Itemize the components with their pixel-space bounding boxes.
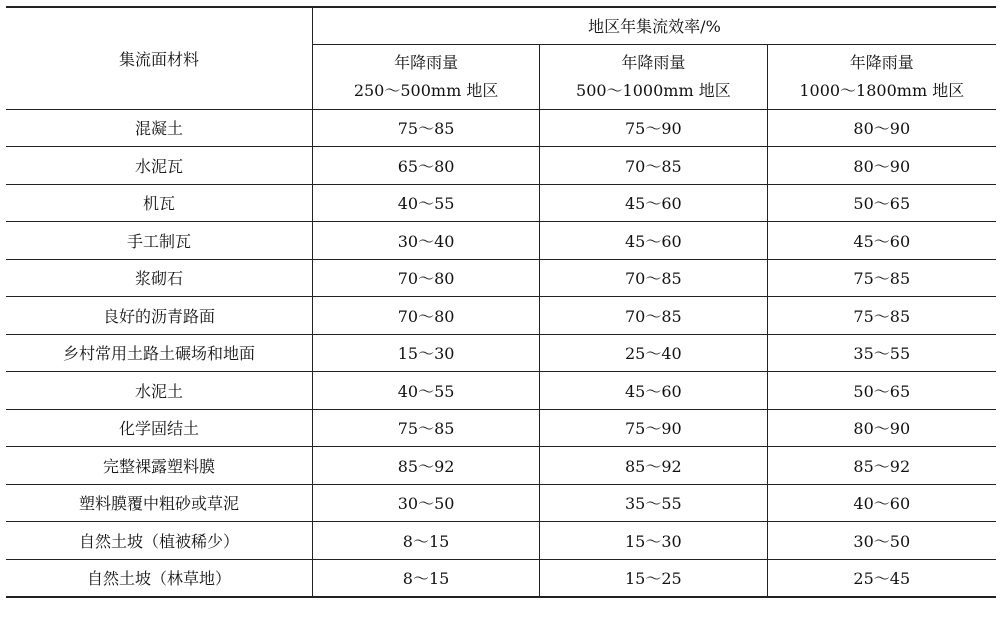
efficiency-cell: 15～25 xyxy=(540,559,767,597)
efficiency-cell: 75～90 xyxy=(540,109,767,147)
table-row xyxy=(6,484,996,522)
efficiency-cell: 40～60 xyxy=(767,484,996,522)
material-cell: 混凝土 xyxy=(6,109,312,147)
header-group-efficiency: 地区年集流效率/% xyxy=(312,7,996,44)
table-row xyxy=(6,297,996,335)
efficiency-cell: 15～30 xyxy=(540,522,767,560)
material-cell: 手工制瓦 xyxy=(6,222,312,260)
efficiency-cell: 70～80 xyxy=(312,259,539,297)
header-row-1 xyxy=(6,7,996,44)
efficiency-cell: 85～92 xyxy=(767,447,996,485)
efficiency-cell: 45～60 xyxy=(540,222,767,260)
table-row xyxy=(6,334,996,372)
material-cell: 乡村常用土路土碾场和地面 xyxy=(6,334,312,372)
table-body xyxy=(6,109,996,597)
efficiency-cell: 75～85 xyxy=(767,259,996,297)
efficiency-cell: 35～55 xyxy=(767,334,996,372)
header-col-3-line2: 1000～1800mm 地区 xyxy=(799,80,965,100)
efficiency-cell: 45～60 xyxy=(540,372,767,410)
material-cell: 水泥瓦 xyxy=(6,147,312,185)
efficiency-cell: 30～40 xyxy=(312,222,539,260)
efficiency-cell: 75～90 xyxy=(540,409,767,447)
efficiency-cell: 8～15 xyxy=(312,522,539,560)
efficiency-cell: 85～92 xyxy=(540,447,767,485)
efficiency-cell: 70～85 xyxy=(540,259,767,297)
efficiency-cell: 80～90 xyxy=(767,147,996,185)
efficiency-cell: 70～85 xyxy=(540,297,767,335)
table-row xyxy=(6,559,996,597)
header-col-2-line2: 500～1000mm 地区 xyxy=(576,80,731,100)
table-row xyxy=(6,109,996,147)
efficiency-cell: 45～60 xyxy=(767,222,996,260)
efficiency-cell: 70～80 xyxy=(312,297,539,335)
efficiency-cell: 65～80 xyxy=(312,147,539,185)
efficiency-cell: 35～55 xyxy=(540,484,767,522)
efficiency-cell: 30～50 xyxy=(767,522,996,560)
table-row xyxy=(6,372,996,410)
table-row xyxy=(6,259,996,297)
efficiency-cell: 70～85 xyxy=(540,147,767,185)
efficiency-cell: 40～55 xyxy=(312,184,539,222)
efficiency-cell: 75～85 xyxy=(312,409,539,447)
table-row xyxy=(6,184,996,222)
efficiency-cell: 75～85 xyxy=(312,109,539,147)
header-col-1 xyxy=(312,44,539,109)
material-cell: 完整裸露塑料膜 xyxy=(6,447,312,485)
material-cell: 机瓦 xyxy=(6,184,312,222)
efficiency-cell: 80～90 xyxy=(767,409,996,447)
header-col-1-line1: 年降雨量 xyxy=(394,52,459,72)
table-row xyxy=(6,147,996,185)
header-col-2 xyxy=(540,44,767,109)
material-cell: 良好的沥青路面 xyxy=(6,297,312,335)
efficiency-cell: 25～45 xyxy=(767,559,996,597)
table-row xyxy=(6,222,996,260)
efficiency-cell: 80～90 xyxy=(767,109,996,147)
material-cell: 塑料膜覆中粗砂或草泥 xyxy=(6,484,312,522)
material-cell: 化学固结土 xyxy=(6,409,312,447)
table-row xyxy=(6,447,996,485)
header-col-2-line1: 年降雨量 xyxy=(621,52,686,72)
table-header xyxy=(6,7,996,109)
efficiency-cell: 50～65 xyxy=(767,184,996,222)
material-cell: 自然土坡（植被稀少） xyxy=(6,522,312,560)
efficiency-cell: 75～85 xyxy=(767,297,996,335)
header-col-3-line1: 年降雨量 xyxy=(849,52,914,72)
efficiency-cell: 85～92 xyxy=(312,447,539,485)
material-cell: 自然土坡（林草地） xyxy=(6,559,312,597)
collection-efficiency-table xyxy=(6,6,996,598)
header-col-1-line2: 250～500mm 地区 xyxy=(353,80,499,100)
efficiency-cell: 8～15 xyxy=(312,559,539,597)
material-cell: 水泥土 xyxy=(6,372,312,410)
table-row xyxy=(6,522,996,560)
efficiency-cell: 40～55 xyxy=(312,372,539,410)
efficiency-cell: 45～60 xyxy=(540,184,767,222)
material-cell: 浆砌石 xyxy=(6,259,312,297)
header-material: 集流面材料 xyxy=(6,7,312,109)
table-row xyxy=(6,409,996,447)
efficiency-cell: 50～65 xyxy=(767,372,996,410)
efficiency-cell: 15～30 xyxy=(312,334,539,372)
efficiency-cell: 30～50 xyxy=(312,484,539,522)
header-col-3 xyxy=(767,44,996,109)
efficiency-cell: 25～40 xyxy=(540,334,767,372)
